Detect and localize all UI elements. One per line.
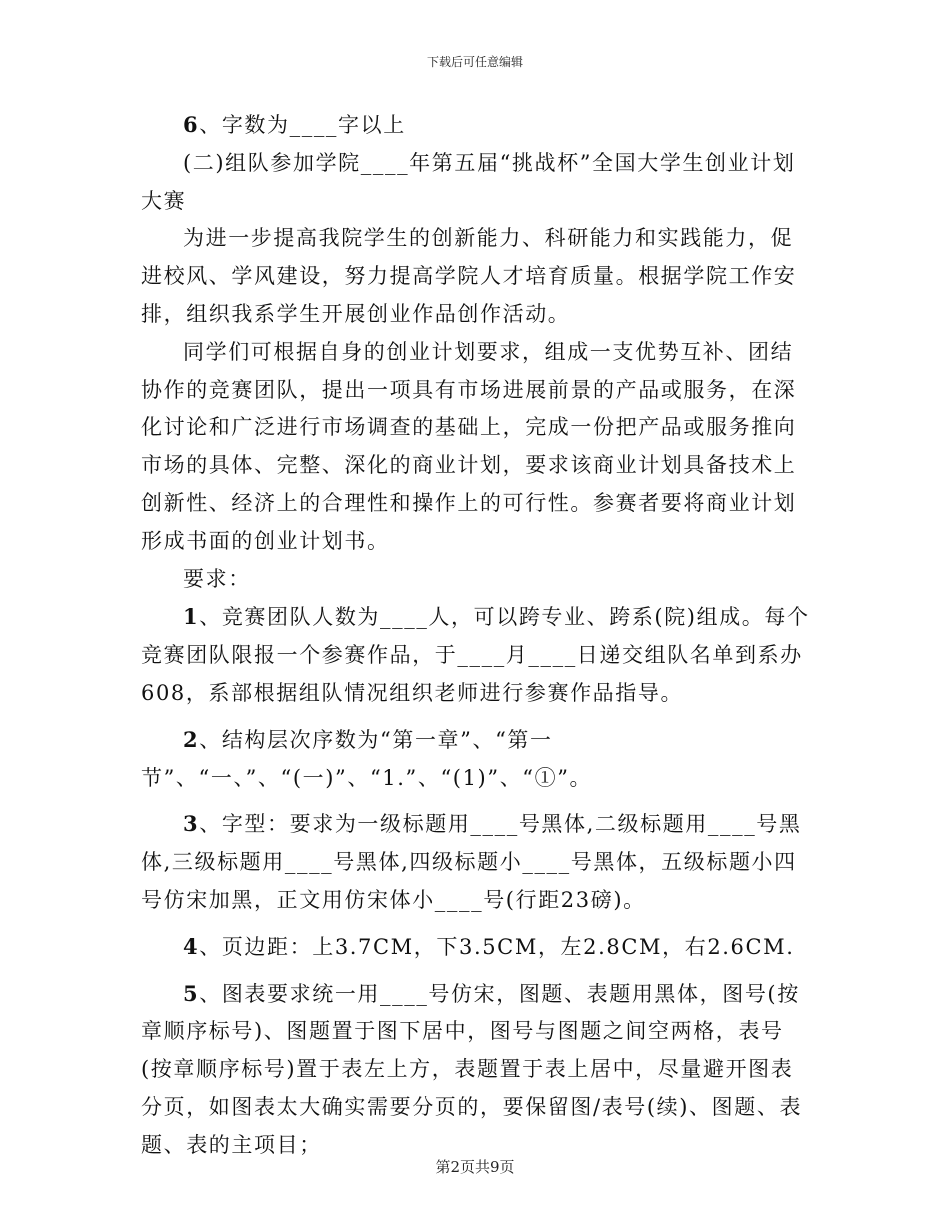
paragraph-text: 为进一步提高我院学生的创新能力、科研能力和实践能力，促进校风、学风建设，努力提高学院人才培育质量。根据学院工作安排，组织我系学生开展创业作品创作活动。	[141, 226, 797, 326]
requirements-label	[141, 561, 811, 599]
item-number: 5	[183, 980, 200, 1006]
paragraph-text: 、结构层次序数为“第一章”、“第一节”、“一、”、“(一)”、“1.”、“(1)”、“①”。	[141, 727, 593, 790]
page-header: 下载后可任意编辑	[426, 55, 523, 69]
requirement-item-2	[141, 721, 811, 798]
paragraph-text: 、页边距：上3.7CM，下3.5CM，左2.8CM，右2.6CM.	[199, 934, 795, 959]
item-number: 2	[183, 726, 200, 752]
paragraph-text: 、图表要求统一用____号仿宋，图题、表题用黑体，图号(按章顺序标号)、图题置于图下居中，图号与图题之间空两格，表号(按章顺序标号)置于表左上方，表题置于表上居中，尽量避开图表分页，如图表太大确实需要分页的，要保留图/表号(续)、图题、表题、表的主项目；	[141, 981, 803, 1157]
section-heading	[141, 145, 811, 221]
page-footer: 第2页共9页	[435, 1158, 515, 1176]
paragraph-text: 要求：	[183, 566, 251, 591]
paragraph-item-6	[141, 106, 811, 145]
paragraph-text: 、竞赛团队人数为____人，可以跨专业、跨系(院)组成。每个竞赛团队限报一个参赛作品，于____月____日递交组队名单到系办608，系部根据组队情况组织老师进行参赛作品指导。	[141, 605, 810, 705]
paragraph-description	[141, 334, 811, 561]
requirement-item-5	[141, 975, 811, 1165]
requirement-item-4	[141, 928, 811, 967]
requirement-item-1	[141, 598, 811, 712]
item-number: 3	[183, 811, 200, 837]
item-number: 6	[183, 112, 200, 137]
paragraph-text: (二)组队参加学院____年第五届“挑战杯”全国大学生创业计划大赛	[141, 150, 796, 213]
paragraph-text: 、字型：要求为一级标题用____号黑体,二级标题用____号黑体,三级标题用____号黑体,四级标题小____号黑体，五级标题小四号仿宋加黑，正文用仿宋体小____号(行距23磅)。	[141, 812, 802, 912]
requirement-item-3	[141, 805, 811, 919]
paragraph-text: 、字数为____字以上	[199, 113, 406, 137]
paragraph-intro	[141, 220, 811, 333]
item-number: 4	[183, 933, 200, 959]
document-body	[141, 106, 811, 1165]
paragraph-text: 同学们可根据自身的创业计划要求，组成一支优势互补、团结协作的竞赛团队，提出一项具有市场进展前景的产品或服务，在深化讨论和广泛进行市场调查的基础上，完成一份把产品或服务推向市场的具体、完整、深化的商业计划，要求该商业计划具备技术上创新性、经济上的合理性和操作上的可行性。参赛者要将商业计划形成书面的创业计划书。	[141, 339, 797, 553]
item-number: 1	[183, 604, 200, 630]
